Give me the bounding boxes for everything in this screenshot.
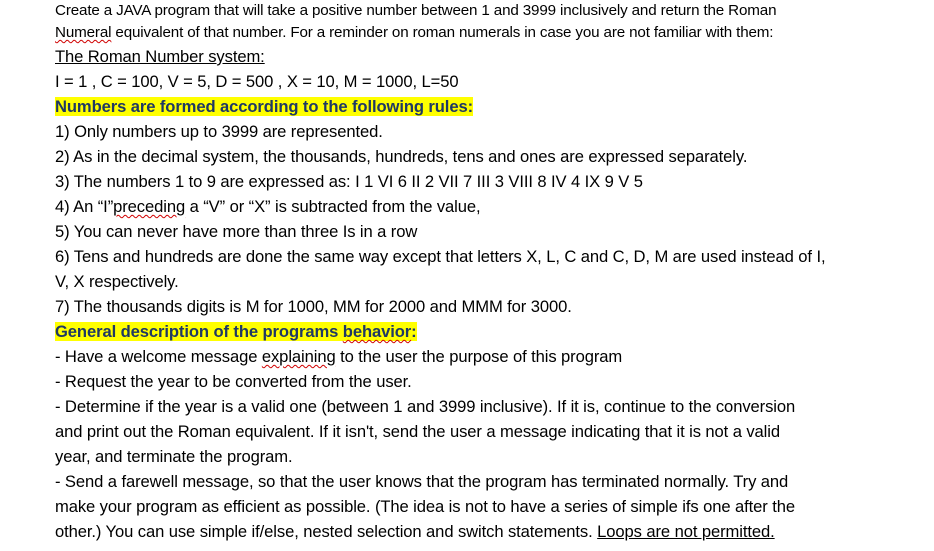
rules-heading: Numbers are formed according to the following rules: <box>55 97 473 116</box>
rule-5: 5) You can never have more than three Is in a row <box>55 222 418 241</box>
behavior-1: - Have a welcome message explaining to the user the purpose of this program <box>55 347 623 366</box>
spellcheck-word: behavior <box>342 322 412 341</box>
rule-4: 4) An “I”preceding a “V” or “X” is subtracted from the value, <box>55 197 481 216</box>
values-line: I = 1 , C = 100, V = 5, D = 500 , X = 10, M = 1000, L=50 <box>55 72 459 91</box>
behavior-3-cont-2: year, and terminate the program. <box>55 447 293 466</box>
behavior-heading: General description of the programs behavior: <box>55 322 417 341</box>
document-body <box>55 0 930 544</box>
behavior-2: - Request the year to be converted from the user. <box>55 372 412 391</box>
behavior-4-cont-1: make your program as efficient as possible. (The idea is not to have a series of simple ifs one after the <box>55 497 795 516</box>
loops-note: Loops are not permitted. <box>597 522 775 541</box>
rule-2: 2) As in the decimal system, the thousands, hundreds, tens and ones are expressed separately. <box>55 147 748 166</box>
intro-line-2: Numeral equivalent of that number. For a reminder on roman numerals in case you are not familiar with them: <box>55 24 774 41</box>
rule-3: 3) The numbers 1 to 9 are expressed as: I 1 VI 6 II 2 VII 7 III 3 VIII 8 IV 4 IX 9 V 5 <box>55 172 643 191</box>
rule-6-cont: V, X respectively. <box>55 272 179 291</box>
behavior-4: - Send a farewell message, so that the user knows that the program has terminated normally. Try and <box>55 472 789 491</box>
rule-6: 6) Tens and hundreds are done the same way except that letters X, L, C and C, D, M are used instead of I, <box>55 247 826 266</box>
spellcheck-word: preceding <box>113 197 186 216</box>
behavior-3-cont-1: and print out the Roman equivalent. If it isn't, send the user a message indicating that it is not a valid <box>55 422 780 441</box>
behavior-3: - Determine if the year is a valid one (between 1 and 3999 inclusive). If it is, continue to the conversion <box>55 397 796 416</box>
rule-1: 1) Only numbers up to 3999 are represented. <box>55 122 383 141</box>
rule-7: 7) The thousands digits is M for 1000, MM for 2000 and MMM for 3000. <box>55 297 572 316</box>
intro-line-1: Create a JAVA program that will take a positive number between 1 and 3999 inclusively and return the Roman <box>55 2 777 19</box>
section-title: The Roman Number system: <box>55 47 265 66</box>
spellcheck-word: Numeral <box>55 24 112 41</box>
behavior-4-cont-2: other.) You can use simple if/else, nested selection and switch statements. Loops are not permitted. <box>55 522 775 541</box>
spellcheck-word: explaining <box>261 347 336 366</box>
